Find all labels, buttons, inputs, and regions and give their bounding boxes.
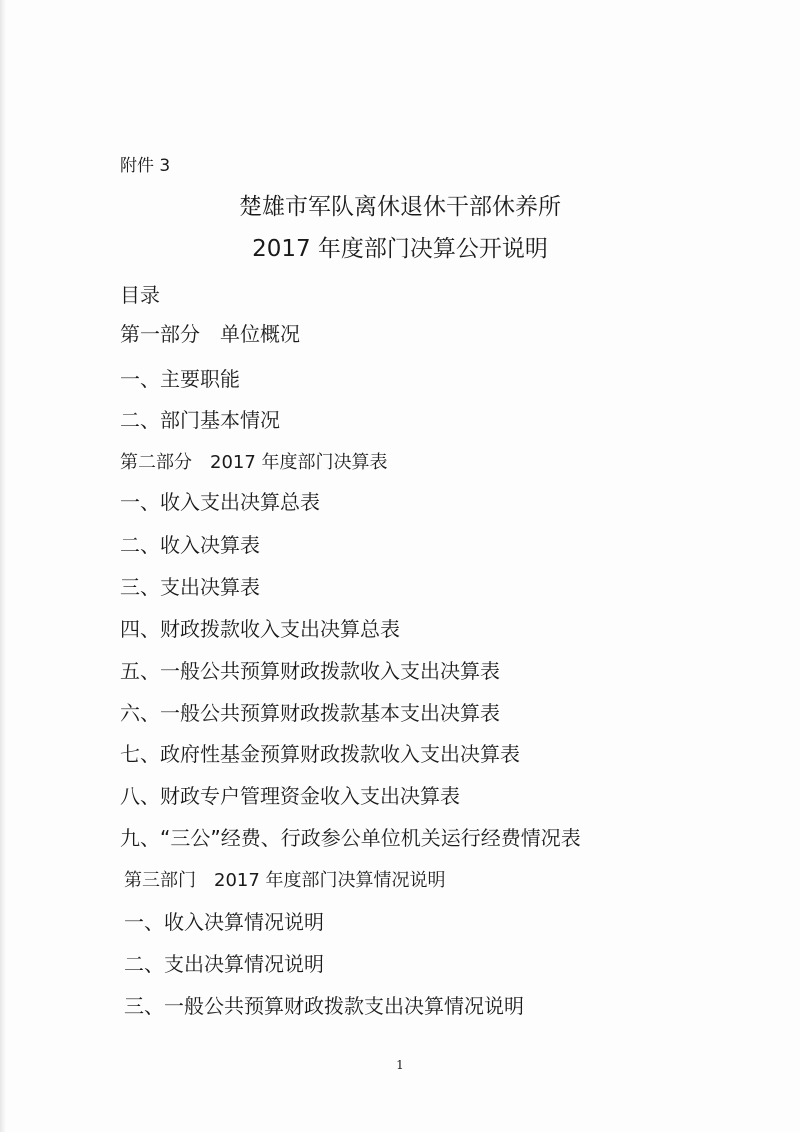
toc-part-3: 第三部门 2017 年度部门决算情况说明 [124, 870, 446, 891]
toc-item: 二、支出决算情况说明 [124, 952, 324, 976]
toc-part-2: 第二部分 2017 年度部门决算表 [120, 452, 388, 473]
page-number: 1 [396, 1058, 404, 1072]
document-title: 楚雄市军队离休退休干部休养所 [239, 194, 561, 220]
toc-item: 五、一般公共预算财政拨款收入支出决算表 [120, 659, 500, 683]
toc-item: 二、收入决算表 [120, 533, 260, 557]
toc-item: 三、支出决算表 [120, 575, 260, 599]
toc-item: 一、主要职能 [120, 367, 240, 391]
toc-item: 四、财政拨款收入支出决算总表 [120, 617, 400, 641]
toc-item: 三、一般公共预算财政拨款支出决算情况说明 [124, 994, 524, 1018]
scan-edge-shadow [0, 0, 6, 1132]
toc-item: 一、收入决算情况说明 [124, 910, 324, 934]
toc-item: 七、政府性基金预算财政拨款收入支出决算表 [120, 742, 520, 766]
attachment-label: 附件 3 [120, 156, 171, 176]
toc-heading: 目录 [120, 283, 160, 307]
toc-item: 二、部门基本情况 [120, 408, 280, 432]
toc-part-1: 第一部分 单位概况 [120, 322, 300, 346]
toc-item: 六、一般公共预算财政拨款基本支出决算表 [120, 701, 500, 725]
toc-item: 一、收入支出决算总表 [120, 490, 320, 514]
document-subtitle: 2017 年度部门决算公开说明 [252, 236, 548, 262]
toc-item: 八、财政专户管理资金收入支出决算表 [120, 784, 460, 808]
toc-item: 九、“三公”经费、行政参公单位机关运行经费情况表 [120, 826, 581, 850]
